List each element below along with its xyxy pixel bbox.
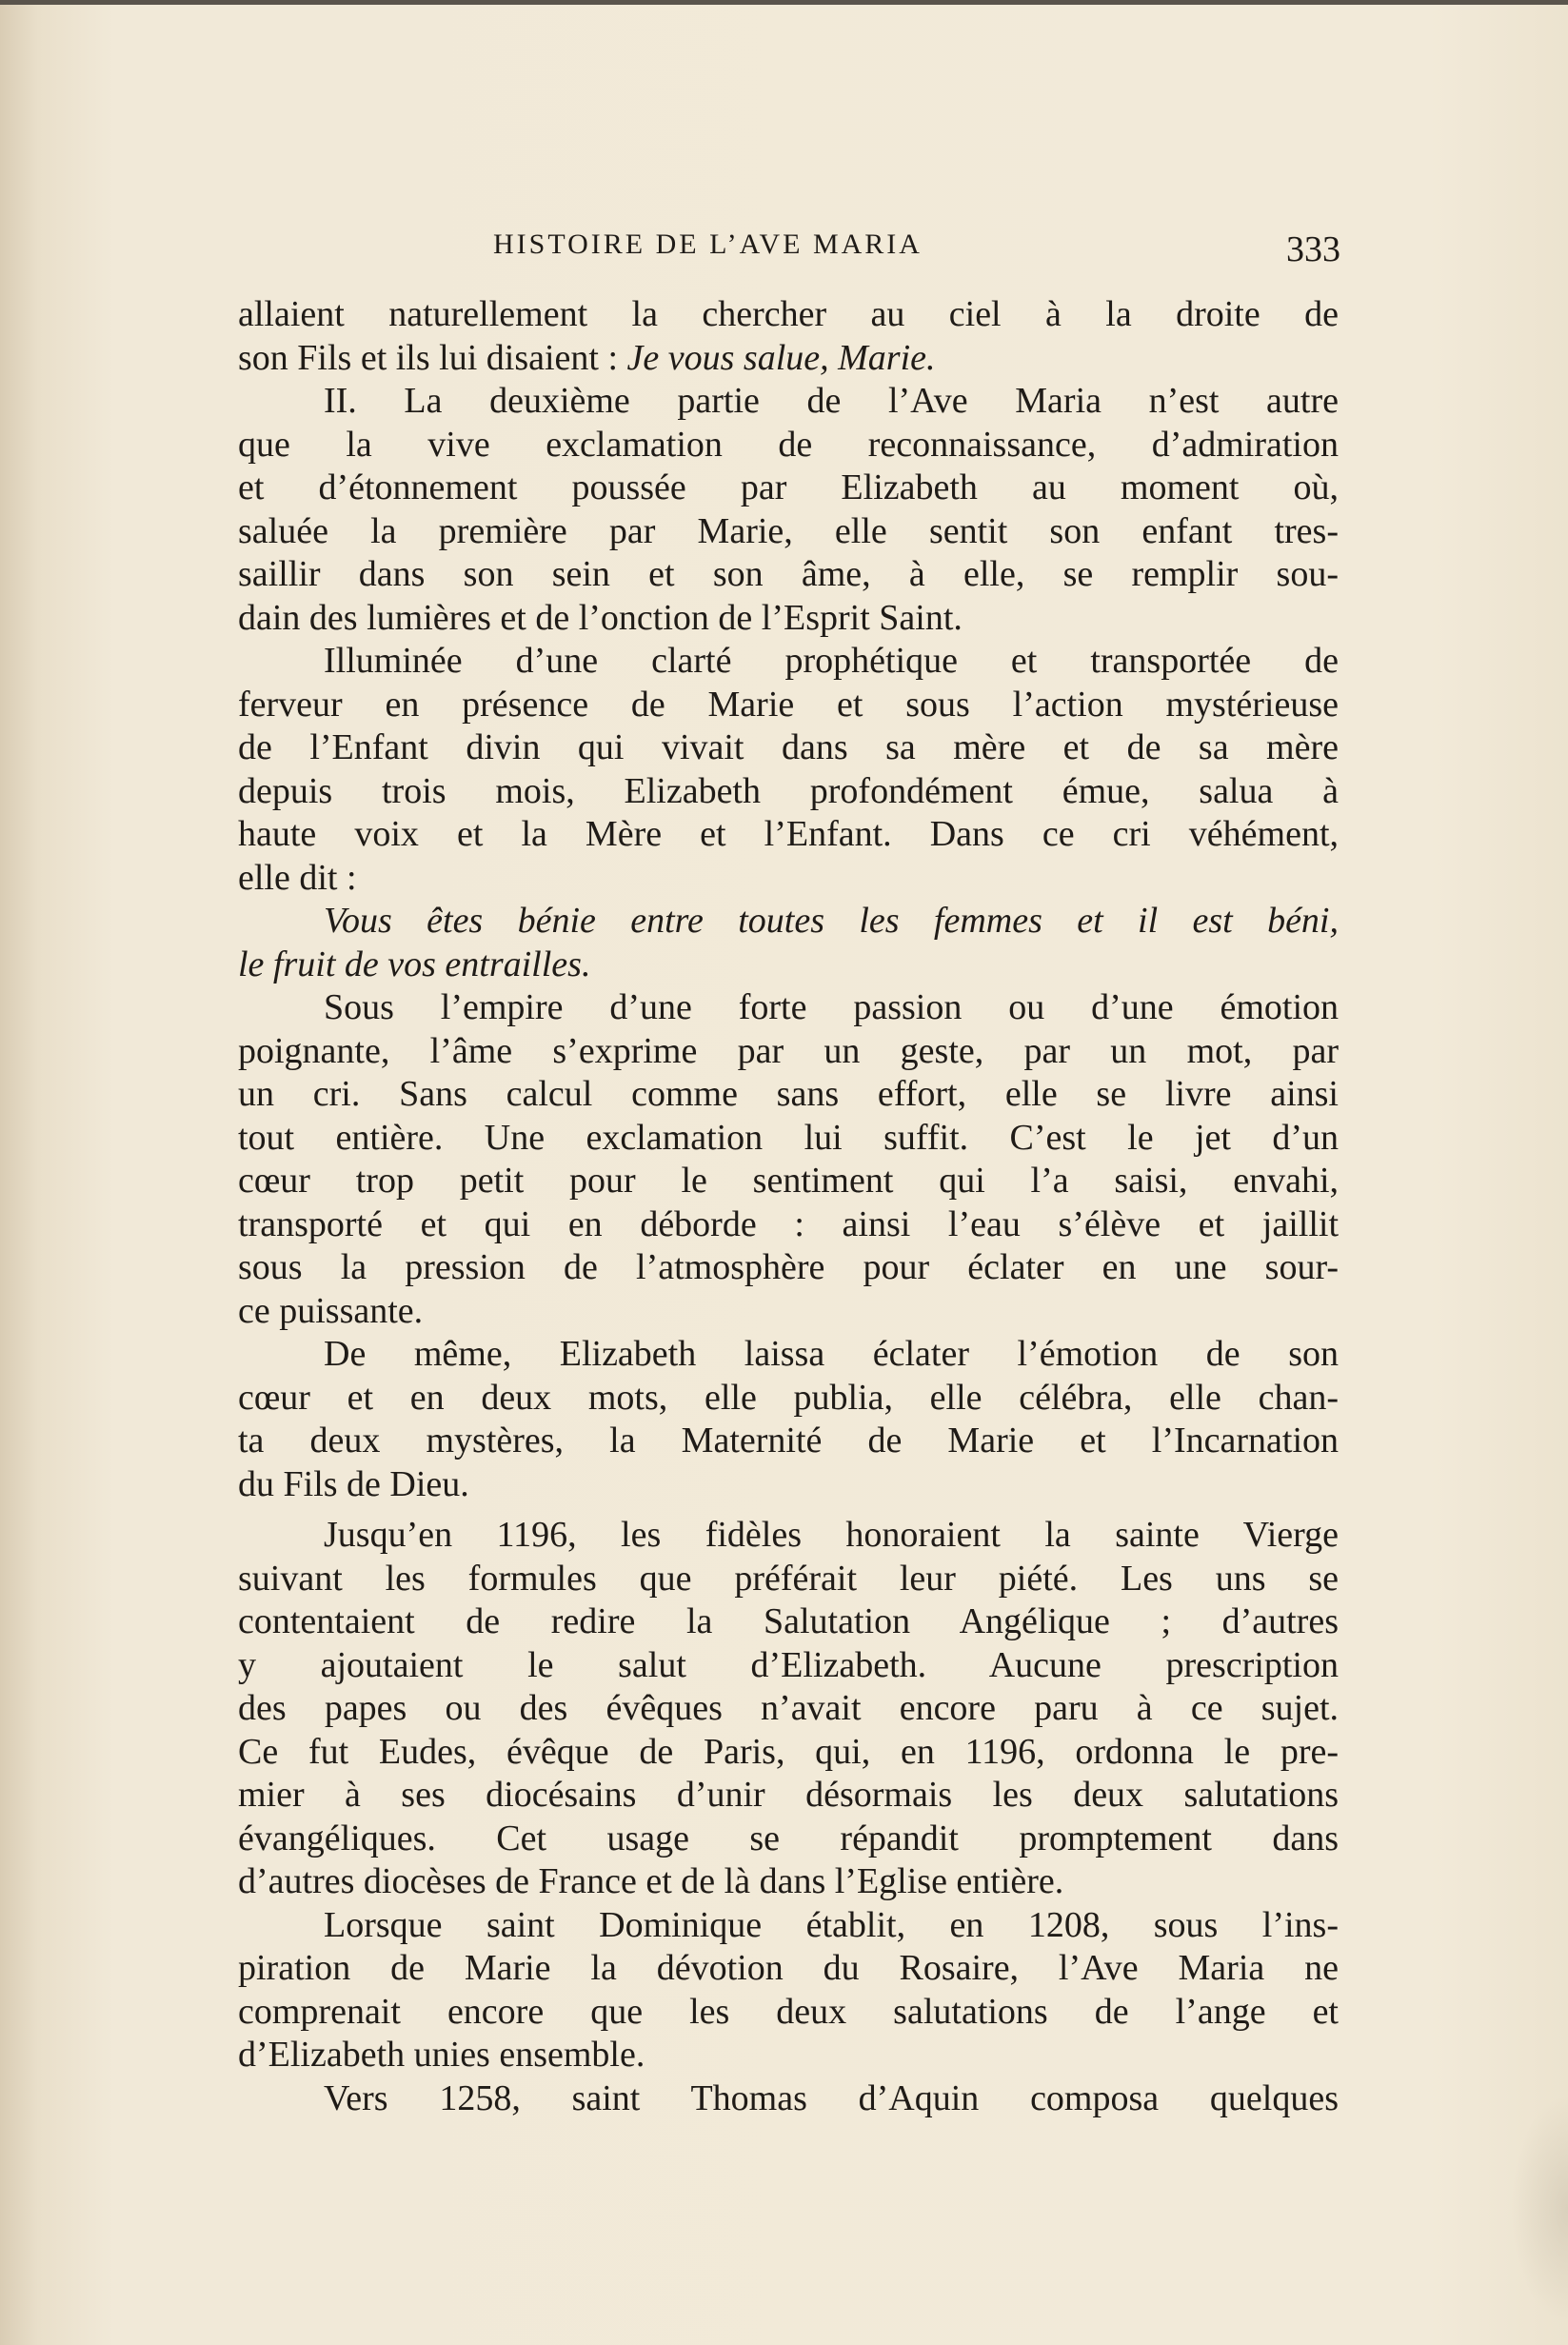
text-line: cœur et en deux mots, elle publia, elle célébra, elle chan- <box>238 1377 1339 1418</box>
text-line: saluée la première par Marie, elle sentit son enfant tres- <box>238 510 1339 551</box>
text-line: transporté et qui en déborde : ainsi l’eau s’élève et jaillit <box>238 1203 1339 1244</box>
page-header <box>236 229 1340 286</box>
text-line: Vers 1258, saint Thomas d’Aquin composa quelques <box>324 2077 1339 2118</box>
page-number: 333 <box>1286 229 1340 269</box>
text-line: dain des lumières et de l’onction de l’Esprit Saint. <box>238 597 963 638</box>
text-line: Lorsque saint Dominique établit, en 1208, sous l’ins- <box>324 1904 1339 1945</box>
text-line: son Fils et ils lui disaient : Je vous salue, Marie. <box>238 337 936 378</box>
text-line: y ajoutaient le salut d’Elizabeth. Aucune prescription <box>238 1644 1339 1685</box>
text-line: contentaient de redire la Salutation Angélique ; d’autres <box>238 1601 1339 1641</box>
text-line: et d’étonnement poussée par Elizabeth au moment où, <box>238 467 1339 507</box>
text-line: évangéliques. Cet usage se répandit promptement dans <box>238 1818 1339 1858</box>
text-line: un cri. Sans calcul comme sans effort, elle se livre ainsi <box>238 1074 1339 1114</box>
text-line: II. La deuxième partie de l’Ave Maria n’est autre <box>324 381 1339 421</box>
text-line: suivant les formules que préférait leur piété. Les uns se <box>238 1558 1339 1599</box>
text-line: de l’Enfant divin qui vivait dans sa mère et de sa mère <box>238 727 1339 767</box>
text-line: Vous êtes bénie entre toutes les femmes et il est béni, <box>324 901 1339 941</box>
text-line: du Fils de Dieu. <box>238 1463 469 1504</box>
text-line: haute voix et la Mère et l’Enfant. Dans ce cri véhément, <box>238 814 1339 854</box>
text-line: ce puissante. <box>238 1290 424 1331</box>
body-text <box>238 293 1339 2120</box>
text-line: que la vive exclamation de reconnaissance, d’admiration <box>238 424 1339 465</box>
text-line: De même, Elizabeth laissa éclater l’émotion de son <box>324 1334 1339 1374</box>
text-line: comprenait encore que les deux salutations de l’ange et <box>238 1991 1339 2032</box>
text-line: cœur trop petit pour le sentiment qui l’a saisi, envahi, <box>238 1161 1339 1201</box>
text-line: mier à ses diocésains d’unir désormais les deux salutations <box>238 1775 1339 1815</box>
text-line: le fruit de vos entrailles. <box>238 944 591 984</box>
running-title: HISTOIRE DE L’AVE MARIA <box>493 229 923 260</box>
text-line: d’autres diocèses de France et de là dans l’Eglise entière. <box>238 1861 1064 1901</box>
text-line: ferveur en présence de Marie et sous l’action mystérieuse <box>238 684 1339 725</box>
text-line: tout entière. Une exclamation lui suffit. C’est le jet d’un <box>238 1117 1339 1158</box>
text-line: Sous l’empire d’une forte passion ou d’une émotion <box>324 987 1339 1027</box>
text-line: Jusqu’en 1196, les fidèles honoraient la sainte Vierge <box>324 1515 1339 1555</box>
text-line: elle dit : <box>238 857 357 898</box>
text-line: allaient naturellement la chercher au ciel à la droite de <box>238 294 1339 334</box>
text-line: Illuminée d’une clarté prophétique et transportée de <box>324 641 1339 681</box>
text-line: poignante, l’âme s’exprime par un geste, par un mot, par <box>238 1030 1339 1071</box>
text-line: ta deux mystères, la Maternité de Marie et l’Incarnation <box>238 1421 1339 1461</box>
text-line: depuis trois mois, Elizabeth profondément émue, salua à <box>238 770 1339 811</box>
text-line: saillir dans son sein et son âme, à elle, se remplir sou- <box>238 554 1339 594</box>
text-line: des papes ou des évêques n’avait encore paru à ce sujet. <box>238 1688 1339 1728</box>
italic-quote: Je vous salue, Marie. <box>626 337 936 378</box>
text-line: Ce fut Eudes, évêque de Paris, qui, en 1196, ordonna le pre- <box>238 1731 1339 1772</box>
text-line: piration de Marie la dévotion du Rosaire, l’Ave Maria ne <box>238 1948 1339 1988</box>
text-line: sous la pression de l’atmosphère pour éclater en une sour- <box>238 1247 1339 1287</box>
paper-stain <box>1511 2095 1568 2323</box>
text-line: d’Elizabeth unies ensemble. <box>238 2035 645 2075</box>
page-top-edge <box>0 0 1568 5</box>
